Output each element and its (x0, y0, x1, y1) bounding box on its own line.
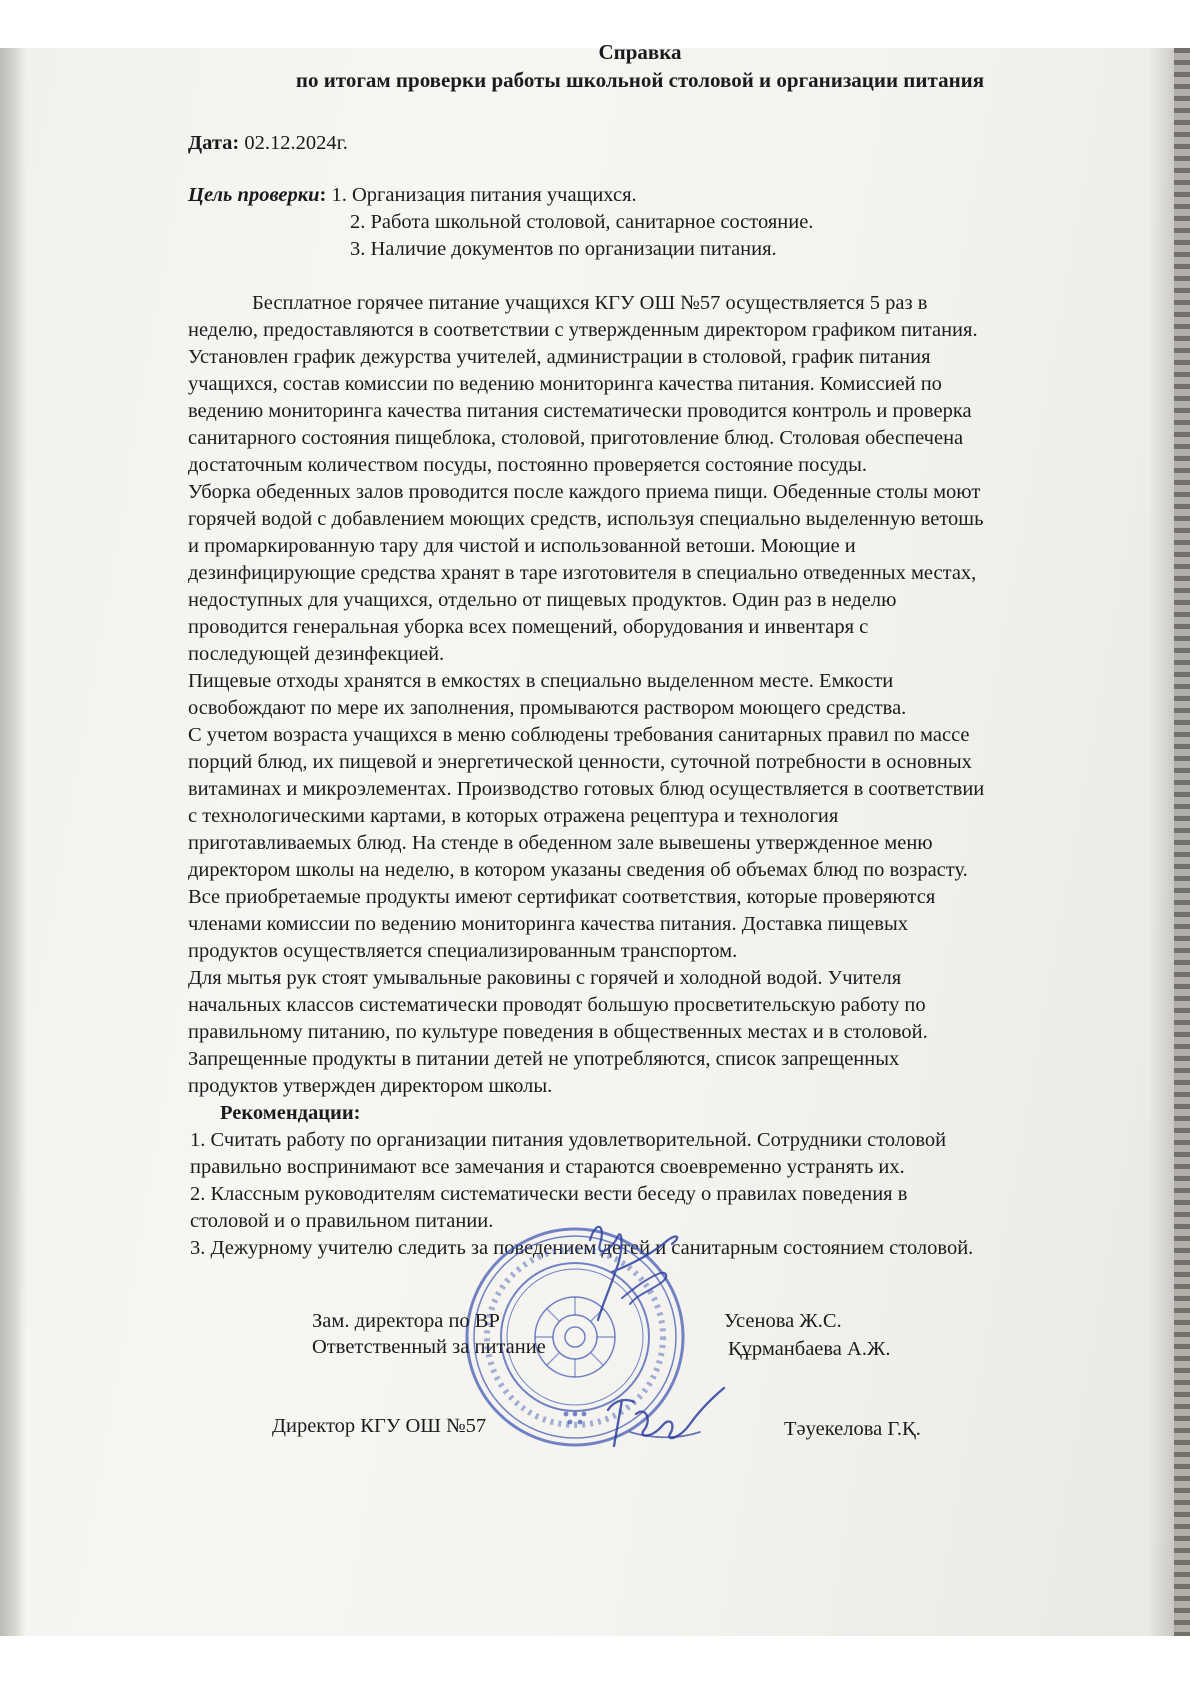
recommendation-line: 1. Считать работу по организации питания удовлетворительной. Сотрудники столовой (190, 1129, 947, 1151)
director-signature (600, 1380, 730, 1460)
purpose-item: 1. Организация питания учащихся. (326, 184, 637, 206)
deputy-signature (572, 1210, 692, 1330)
body-line: последующей дезинфекцией. (188, 643, 445, 665)
responsible-name: Құрманбаева А.Ж. (728, 1338, 891, 1360)
purpose-line-1 (188, 182, 637, 209)
deputy-name: Усенова Ж.С. (724, 1310, 842, 1332)
date-line (188, 130, 348, 157)
body-line: дезинфицирующие средства хранят в таре изготовителя в специально отведенных местах, (188, 562, 977, 584)
body-line: Установлен график дежурства учителей, администрации в столовой, график питания (188, 346, 931, 368)
body-line: Уборка обеденных залов проводится после каждого приема пищи. Обеденные столы моют (188, 481, 981, 503)
recommendation-line: 3. Дежурному учителю следить за поведением детей и санитарным состоянием столовой. (190, 1237, 974, 1259)
body-line: продуктов утвержден директором школы. (188, 1075, 553, 1097)
recommendations-heading: Рекомендации: (220, 1102, 361, 1124)
body-line: недоступных для учащихся, отдельно от пищевых продуктов. Один раз в неделю (188, 589, 897, 611)
body-line: учащихся, состав комиссии по ведению мониторинга качества питания. Комиссией по (188, 373, 942, 395)
purpose-label: Цель проверки (188, 184, 320, 206)
body-line: санитарного состояния пищеблока, столовой, приготовление блюд. Столовая обеспечена (188, 427, 964, 449)
body-line: правильному питанию, по культуре поведения в общественных местах и в столовой. (188, 1021, 928, 1043)
date-value: 02.12.2024г. (239, 132, 348, 154)
body-line: продуктов осуществляется специализированным транспортом. (188, 940, 738, 962)
body-line: директором школы на неделю, в котором указаны сведения об объемах блюд по возрасту. (188, 859, 968, 881)
responsible-role: Ответственный за питание (312, 1336, 546, 1358)
recommendation-line: столовой и о правильном питании. (190, 1210, 494, 1232)
body-line: ведению мониторинга качества питания систематически проводится контроль и проверка (188, 400, 972, 422)
deputy-role: Зам. директора по ВР (312, 1310, 500, 1332)
purpose-item: 3. Наличие документов по организации питания. (350, 238, 777, 260)
body-line: с технологическими картами, в которых отражена рецептура и технология (188, 805, 839, 827)
director-name: Тәуекелова Г.Қ. (784, 1418, 921, 1440)
body-line: витаминах и микроэлементах. Производство готовых блюд осуществляется в соответствии (188, 778, 985, 800)
date-label: Дата: (188, 132, 240, 154)
body-line-text: Бесплатное горячее питание учащихся КГУ ОШ №57 осуществляется 5 раз в (252, 292, 928, 314)
body-line: достаточным количеством посуды, постоянно проверяется состояние посуды. (188, 454, 868, 476)
body-line: неделю, предоставляются в соответствии с утвержденным директором графиком питания. (188, 319, 978, 341)
body-line: и промаркированную тару для чистой и использованной ветоши. Моющие и (188, 535, 856, 557)
body-line: С учетом возраста учащихся в меню соблюдены требования санитарных правил по массе (188, 724, 970, 746)
document-subtitle: по итогам проверки работы школьной столовой и организации питания (295, 68, 985, 92)
body-line: Запрещенные продукты в питании детей не употребляются, список запрещенных (188, 1048, 900, 1070)
body-line: Все приобретаемые продукты имеют сертификат соответствия, которые проверяются (188, 886, 936, 908)
director-role: Директор КГУ ОШ №57 (272, 1415, 487, 1437)
body-line: Для мытья рук стоят умывальные раковины с горячей и холодной водой. Учителя (188, 967, 902, 989)
paper-right-shadow (1148, 48, 1174, 1636)
body-line: порций блюд, их пищевой и энергетической ценности, суточной потребности в основных (188, 751, 972, 773)
body-line: начальных классов систематически проводят большую просветительскую работу по (188, 994, 926, 1016)
paper-left-edge (0, 48, 26, 1636)
body-line: освобождают по мере их заполнения, промываются раствором моющего средства. (188, 697, 907, 719)
purpose-item: 2. Работа школьной столовой, санитарное состояние. (350, 211, 814, 233)
body-line: членами комиссии по ведению мониторинга качества питания. Доставка пищевых (188, 913, 908, 935)
recommendation-line: правильно воспринимают все замечания и стараются своевременно устранять их. (190, 1156, 905, 1178)
purpose-colon: : (319, 184, 327, 206)
document-title: Справка (598, 40, 682, 64)
bottom-margin (0, 1636, 1190, 1684)
body-line: Пищевые отходы хранятся в емкостях в специально выделенном месте. Емкости (188, 670, 894, 692)
body-line: приготавливаемых блюд. На стенде в обеденном зале вывешены утвержденное меню (188, 832, 933, 854)
paper-right-edge (1174, 48, 1190, 1636)
recommendation-line: 2. Классным руководителям систематически вести беседу о правилах поведения в (190, 1183, 908, 1205)
body-line (188, 290, 927, 317)
body-line: горячей водой с добавлением моющих средств, используя специально выделенную ветошь (188, 508, 984, 530)
body-line: проводится генеральная уборка всех помещений, оборудования и инвентаря с (188, 616, 869, 638)
